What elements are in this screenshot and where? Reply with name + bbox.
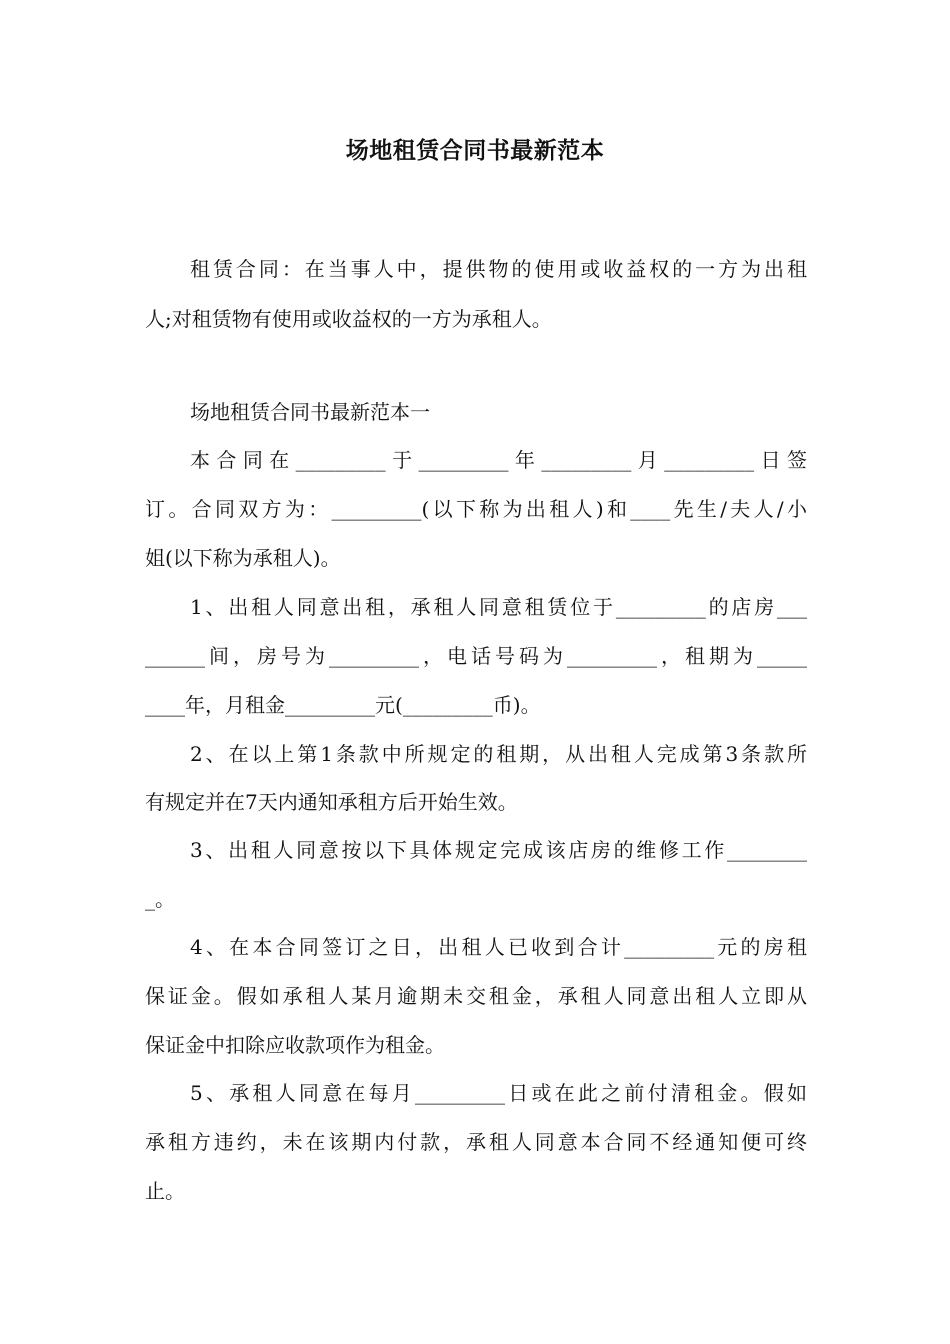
intro-line-2: 人;对租赁物有使用或收益权的一方为承租人。: [145, 307, 552, 331]
clause-4-line-1: 4、在本合同签订之日，出租人已收到合计_________元的房租: [190, 935, 807, 959]
clause-1-line-1: 1、出租人同意出租，承租人同意租赁位于_________的店房___: [190, 595, 807, 619]
section-heading: 场地租赁合同书最新范本一: [190, 400, 430, 424]
preamble-line-3: 姐(以下称为承租人)。: [145, 546, 341, 570]
preamble-line-2: 订。合同双方为：_________(以下称为出租人)和____先生/夫人/小: [145, 497, 807, 521]
clause-3-line-1: 3、出租人同意按以下具体规定完成该店房的维修工作________: [190, 838, 807, 862]
clause-1-line-2: ______间，房号为_________，电话号码为_________，租期为_____: [145, 644, 807, 668]
clause-5-line-1: 5、承租人同意在每月_________日或在此之前付清租金。假如: [190, 1081, 807, 1105]
clause-1-line-3: ____年，月租金_________元(_________币)。: [145, 693, 541, 717]
clause-3-line-2: _。: [145, 887, 175, 911]
clause-5-line-3: 止。: [145, 1179, 185, 1203]
clause-4-line-3: 保证金中扣除应收款项作为租金。: [145, 1033, 445, 1057]
clause-2-line-1: 2、在以上第1条款中所规定的租期，从出租人完成第3条款所: [190, 742, 807, 766]
clause-5-line-2: 承租方违约，未在该期内付款，承租人同意本合同不经通知便可终: [145, 1130, 807, 1154]
clause-4-line-2: 保证金。假如承租人某月逾期未交租金，承租人同意出租人立即从: [145, 984, 807, 1008]
intro-line-1: 租赁合同：在当事人中，提供物的使用或收益权的一方为出租: [190, 257, 807, 281]
clause-2-line-2: 有规定并在7天内通知承租方后开始生效。: [145, 790, 518, 814]
document-title: 场地租赁合同书最新范本: [345, 138, 605, 164]
preamble-line-1: 本合同在_________于_________年_________月_________日签: [190, 448, 807, 472]
